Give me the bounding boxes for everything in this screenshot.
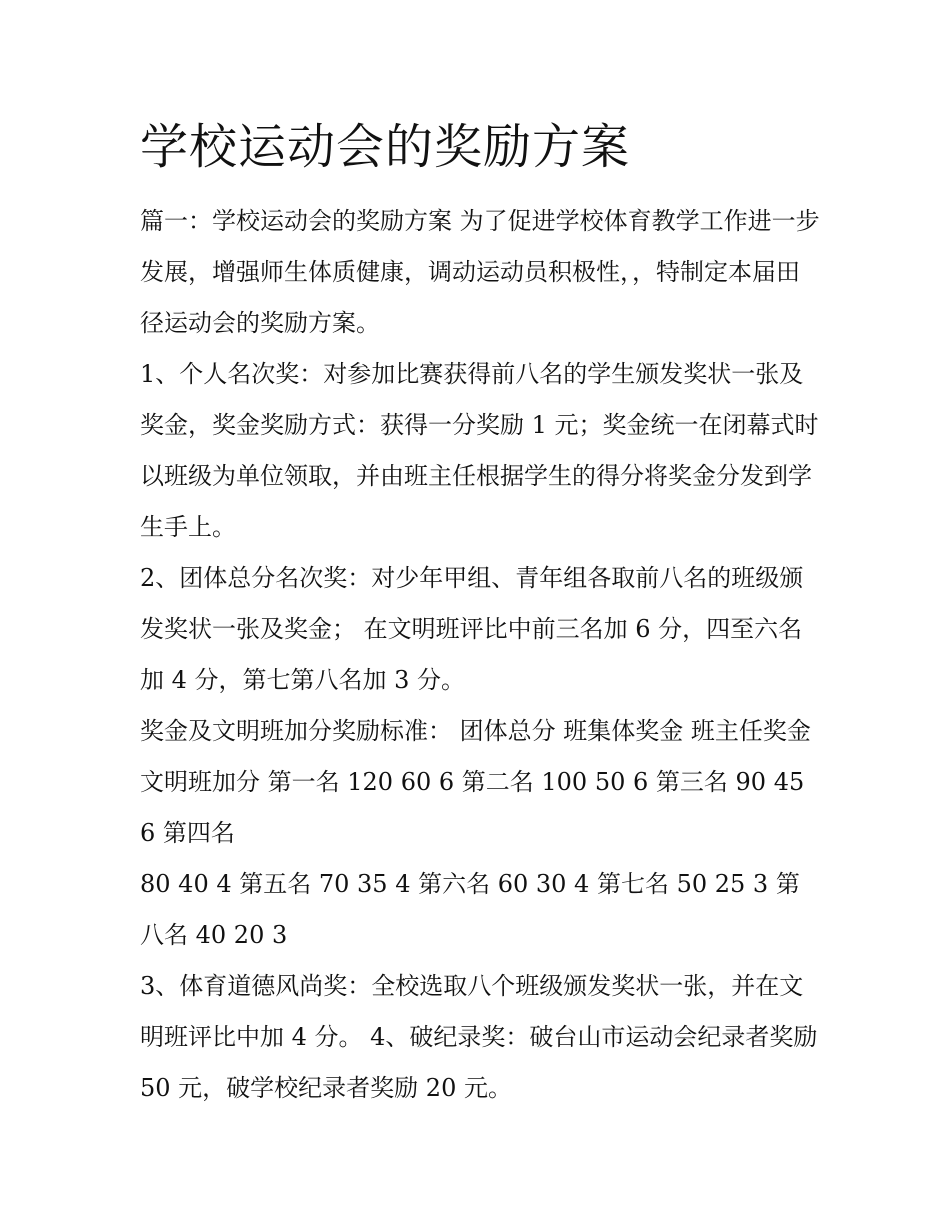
sportsmanship-and-record-paragraph: 3、体育道德风尚奖：全校选取八个班级颁发奖状一张，并在文明班评比中加 4 分。 4、破纪录奖：破台山市运动会纪录者奖励 50 元，破学校纪录者奖励 20 元。	[140, 972, 818, 1102]
award-standard-continued-paragraph: 80 40 4 第五名 70 35 4 第六名 60 30 4 第七名 50 25 3 第八名 40 20 3	[140, 870, 800, 949]
document-body	[140, 196, 820, 1114]
award-standard-paragraph: 奖金及文明班加分奖励标准： 团体总分 班集体奖金 班主任奖金 文明班加分 第一名 120 60 6 第二名 100 50 6 第三名 90 45 6 第四名	[140, 717, 811, 847]
team-award-paragraph: 2、团体总分名次奖：对少年甲组、青年组各取前八名的班级颁发奖状一张及奖金； 在文明班评比中前三名加 6 分，四至六名加 4 分，第七第八名加 3 分。	[140, 564, 804, 694]
intro-paragraph: 篇一：学校运动会的奖励方案 为了促进学校体育教学工作进一步发展，增强师生体质健康，调动运动员积极性，，特制定本届田径运动会的奖励方案。	[140, 207, 820, 337]
individual-award-paragraph: 1、个人名次奖：对参加比赛获得前八名的学生颁发奖状一张及奖金，奖金奖励方式：获得一分奖励 1 元；奖金统一在闭幕式时以班级为单位领取，并由班主任根据学生的得分将奖金分发到学生手上。	[140, 360, 819, 541]
document-title: 学校运动会的奖励方案	[140, 119, 631, 175]
